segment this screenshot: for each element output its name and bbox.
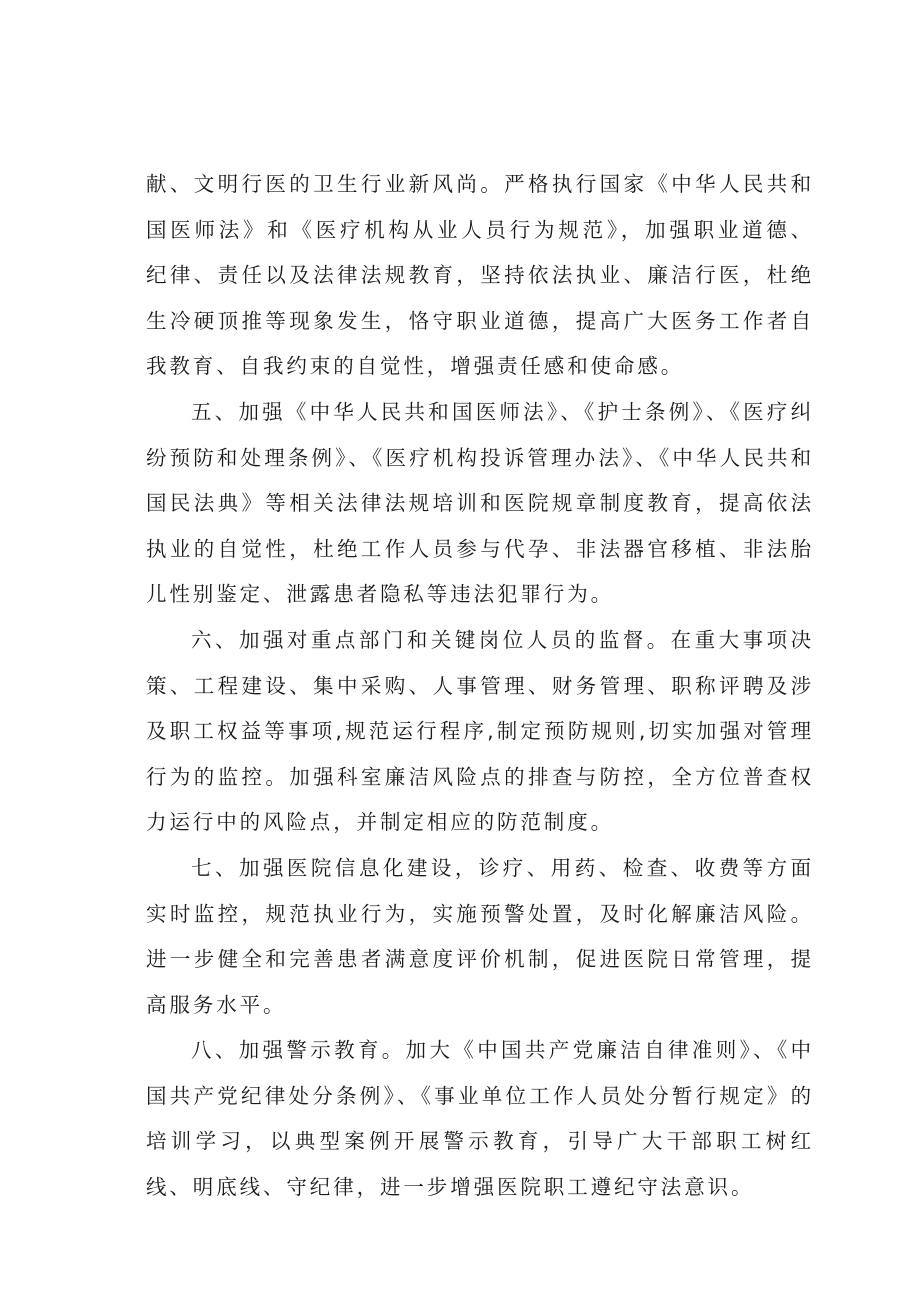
paragraph-item-7: 七、加强医院信息化建设，诊疗、用药、检查、收费等方面实时监控，规范执业行为，实施预警处置，及时化解廉洁风险。进一步健全和完善患者满意度评价机制，促进医院日常管理，提高服务水平。 xyxy=(146,855,814,1017)
paragraph-item-5: 五、加强《中华人民共和国医师法》、《护士条例》、《医疗纠纷预防和处理条例》、《医疗机构投诉管理办法》、《中华人民共和国民法典》等相关法律法规培训和医院规章制度教育，提高依法执业的自觉性，杜绝工作人员参与代孕、非法器官移植、非法胎儿性别鉴定、泄露患者隐私等违法犯罪行为。 xyxy=(146,399,814,607)
paragraph-continuation: 献、文明行医的卫生行业新风尚。严格执行国家《中华人民共和国医师法》和《医疗机构从业人员行为规范》，加强职业道德、纪律、责任以及法律法规教育，坚持依法执业、廉洁行医，杜绝生冷硬顶推等现象发生，恪守职业道德，提高广大医务工作者自我教育、自我约束的自觉性，增强责任感和使命感。 xyxy=(146,172,814,379)
document-body xyxy=(146,162,814,1211)
paragraph-item-6: 六、加强对重点部门和关键岗位人员的监督。在重大事项决策、工程建设、集中采购、人事管理、财务管理、职称评聘及涉及职工权益等事项,规范运行程序,制定预防规则,切实加强对管理行为的监控。加强科室廉洁风险点的排查与防控，全方位普查权力运行中的风险点，并制定相应的防范制度。 xyxy=(146,627,814,835)
paragraph-item-8: 八、加强警示教育。加大《中国共产党廉洁自律准则》、《中国共产党纪律处分条例》、《事业单位工作人员处分暂行规定》的培训学习，以典型案例开展警示教育，引导广大干部职工树红线、明底线、守纪律，进一步增强医院职工遵纪守法意识。 xyxy=(146,1038,814,1200)
